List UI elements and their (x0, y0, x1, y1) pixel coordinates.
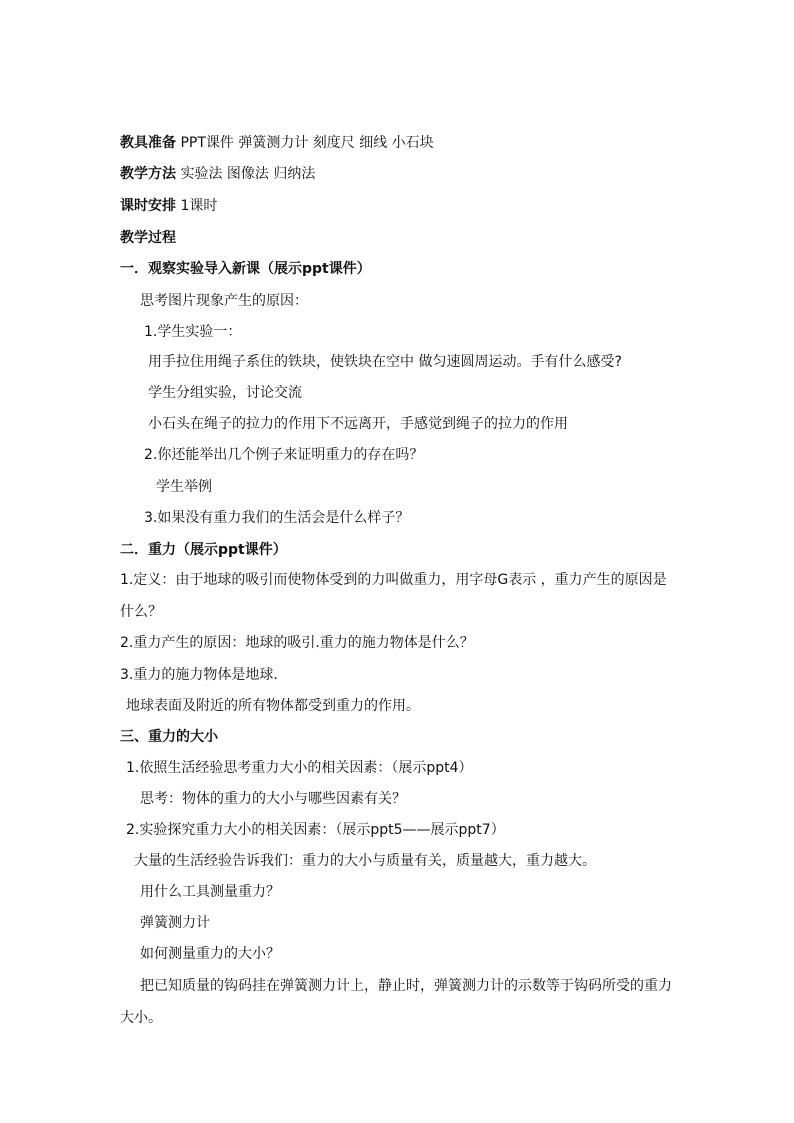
section1-item1-result: 小石头在绳子的拉力的作用下不远离开，手感觉到绳子的拉力的作用 (148, 416, 568, 432)
method-label: 教学方法 (120, 166, 176, 182)
section2-heading: 二．重力（展示ppt课件） (120, 542, 287, 558)
prep-label: 教具准备 (120, 135, 176, 151)
method-text: 实验法 图像法 归纳法 (176, 166, 316, 182)
section3-experience: 大量的生活经验告诉我们：重力的大小与质量有关，质量越大，重力越大。 (134, 853, 596, 869)
section3-how-question: 如何测量重力的大小？ (140, 946, 280, 962)
section3-item1-think: 思考：物体的重力的大小与哪些因素有关？ (140, 791, 406, 807)
method-line (120, 164, 315, 184)
section1-heading: 一．观察实验导入新课（展示ppt课件） (120, 261, 371, 277)
section3-tool-answer: 弹簧测力计 (140, 915, 210, 931)
schedule-label: 课时安排 (120, 198, 176, 214)
section1-item1: 1.学生实验一： (144, 324, 242, 340)
section3-heading: 三、重力的大小 (120, 729, 218, 745)
section1-intro: 思考图片现象产生的原因： (140, 293, 308, 309)
section2-cause: 2.重力产生的原因：地球的吸引.重力的施力物体是什么？ (120, 635, 474, 651)
process-heading: 教学过程 (120, 230, 176, 246)
section2-source: 3.重力的施力物体是地球. (120, 667, 278, 683)
schedule-line (120, 196, 217, 216)
section3-tool-question: 用什么工具测量重力？ (140, 884, 280, 900)
section1-item3: 3.如果没有重力我们的生活会是什么样子？ (144, 510, 410, 526)
section2-all-objects: 地球表面及附近的所有物体都受到重力的作用。 (126, 698, 420, 714)
section3-item1: 1.依照生活经验思考重力大小的相关因素：（展示ppt4） (126, 760, 473, 776)
section1-item2: 2.你还能举出几个例子来证明重力的存在吗？ (144, 447, 424, 463)
prep-line (120, 133, 434, 153)
section3-how-answer-line2: 大小。 (120, 1010, 162, 1026)
schedule-text: 1课时 (176, 198, 218, 214)
section2-def-line1: 1.定义：由于地球的吸引而使物体受到的力叫做重力，用字母G表示 ，重力产生的原因是 (120, 572, 667, 588)
section2-def-line2: 什么？ (120, 604, 162, 620)
section1-item1-group: 学生分组实验，讨论交流 (148, 385, 302, 401)
section1-item2-text: 学生举例 (156, 479, 212, 495)
prep-text: PPT课件 弹簧测力计 刻度尺 细线 小石块 (176, 135, 434, 151)
section3-how-answer-line1: 把已知质量的钩码挂在弹簧测力计上，静止时，弹簧测力计的示数等于钩码所受的重力 (140, 978, 672, 994)
section3-item2: 2.实验探究重力大小的相关因素：（展示ppt5——展示ppt7） (126, 822, 505, 838)
section1-item1-text: 用手拉住用绳子系住的铁块，使铁块在空中 做匀速圆周运动。手有什么感受? (148, 354, 622, 370)
